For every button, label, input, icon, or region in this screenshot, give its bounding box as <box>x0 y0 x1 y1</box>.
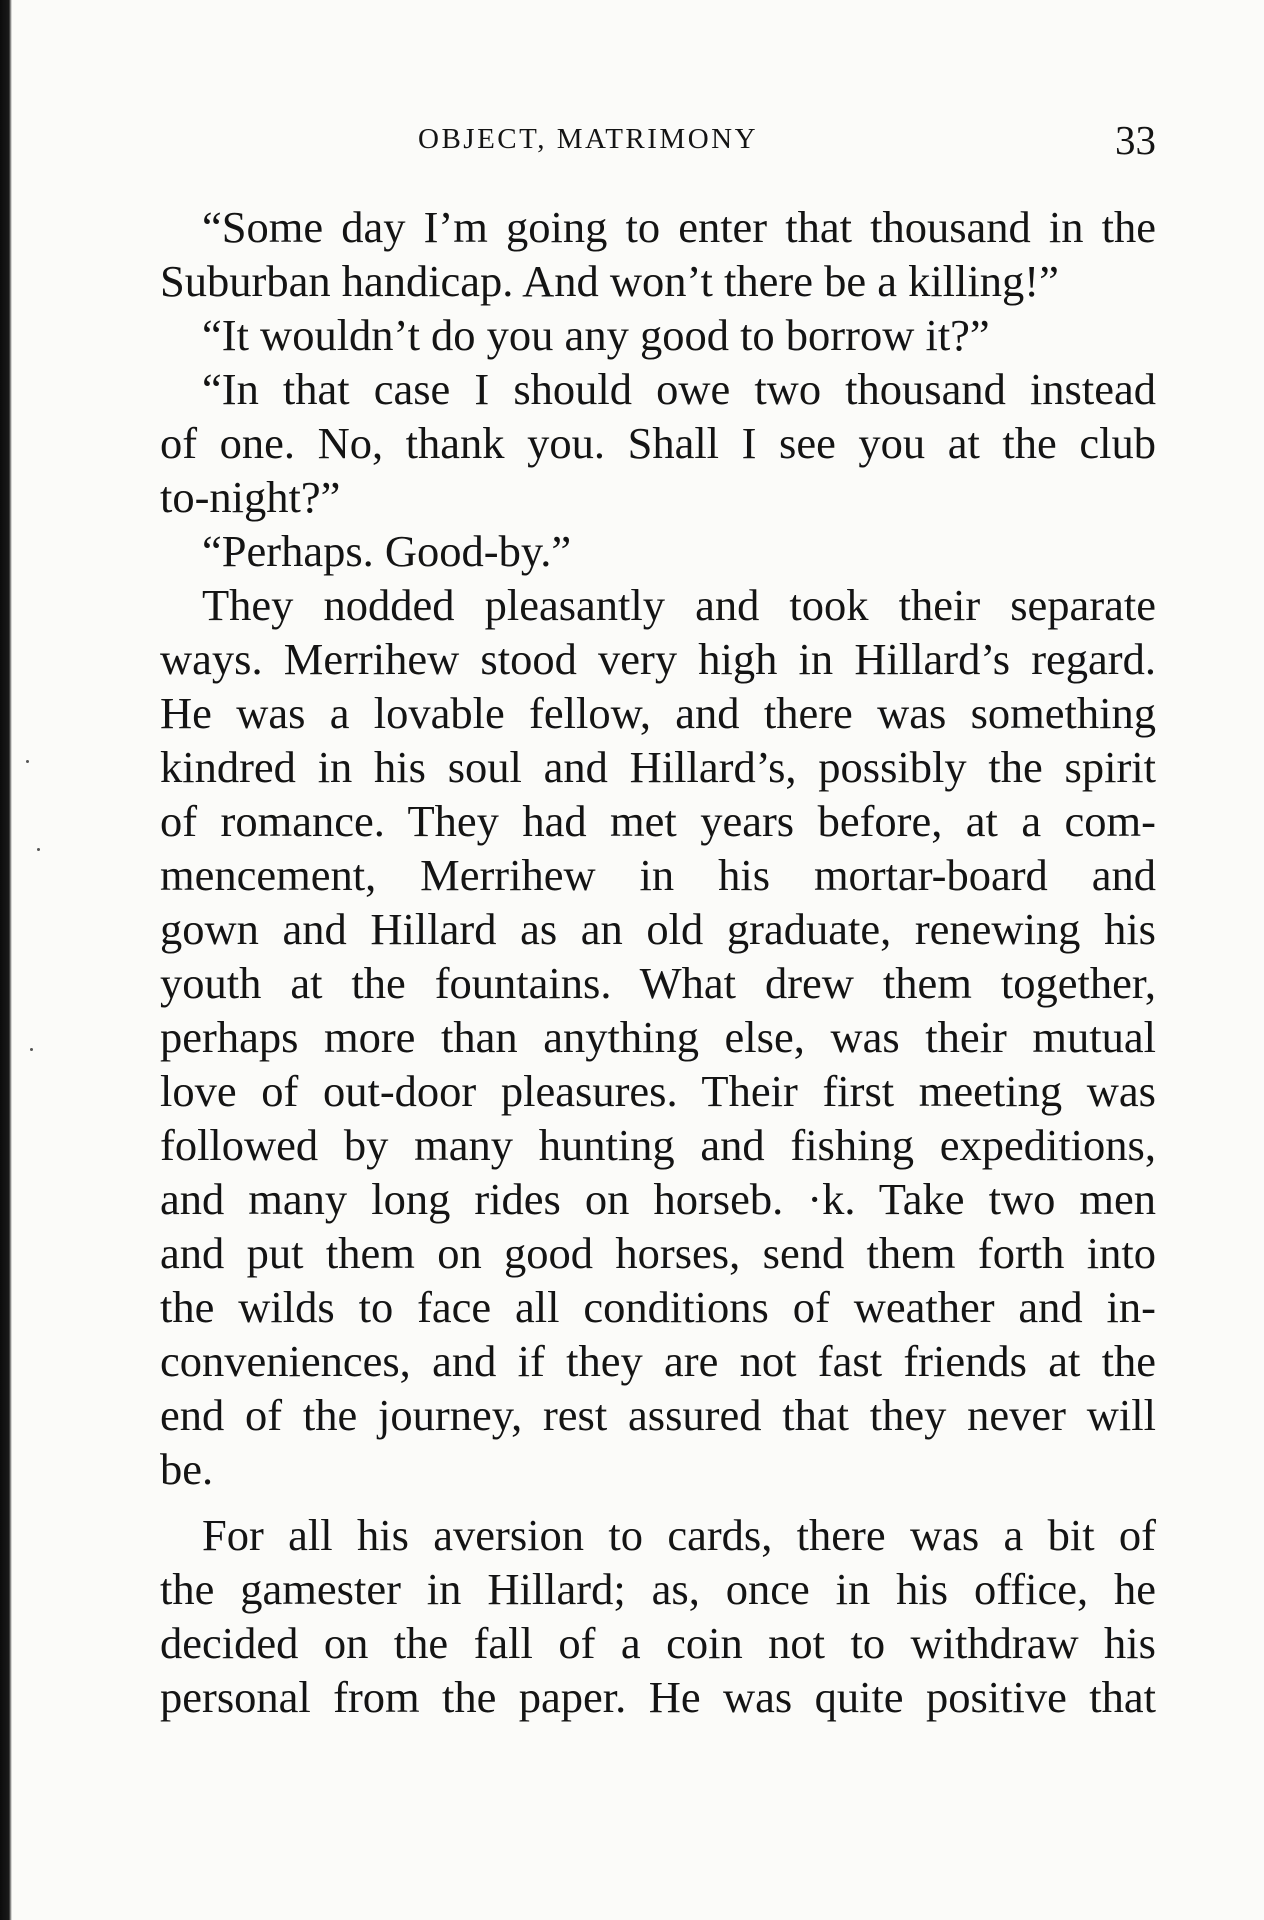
text-line: He was a lovable fellow, and there was something <box>160 688 1156 738</box>
running-title: OBJECT, MATRIMONY <box>418 123 759 155</box>
text-line: “It wouldn’t do you any good to borrow it?” <box>202 310 990 360</box>
text-line: the wilds to face all conditions of weather and in- <box>160 1282 1156 1332</box>
page-speck <box>26 760 29 763</box>
text-line: They nodded pleasantly and took their separate <box>202 580 1156 630</box>
text-line: gown and Hillard as an old graduate, renewing his <box>160 904 1156 954</box>
text-line: “In that case I should owe two thousand instead <box>202 364 1156 414</box>
text-line: “Perhaps. Good-by.” <box>202 526 572 576</box>
text-line: and many long rides on horseb. ·k. Take two men <box>160 1174 1156 1224</box>
text-line: and put them on good horses, send them forth into <box>160 1228 1156 1278</box>
text-line: Suburban handicap. And won’t there be a killing!” <box>160 256 1059 306</box>
text-line: followed by many hunting and fishing expeditions, <box>160 1120 1156 1170</box>
text-line: to-night?” <box>160 472 341 522</box>
body-text <box>160 200 1156 1724</box>
text-line: perhaps more than anything else, was their mutual <box>160 1012 1156 1062</box>
text-line: For all his aversion to cards, there was a bit of <box>202 1510 1156 1560</box>
text-line: mencement, Merrihew in his mortar-board and <box>160 850 1156 900</box>
page-header <box>160 112 1156 172</box>
text-line: be. <box>160 1444 214 1494</box>
text-line: the gamester in Hillard; as, once in his office, he <box>160 1564 1156 1614</box>
text-line: kindred in his soul and Hillard’s, possibly the spirit <box>160 742 1156 792</box>
text-line: “Some day I’m going to enter that thousand in the <box>202 202 1156 252</box>
text-line: decided on the fall of a coin not to withdraw his <box>160 1618 1156 1668</box>
text-line: end of the journey, rest assured that they never will <box>160 1390 1156 1440</box>
page-number: 33 <box>1115 117 1156 163</box>
text-line: of romance. They had met years before, at a com- <box>160 796 1156 846</box>
text-line: youth at the fountains. What drew them together, <box>160 958 1156 1008</box>
text-line: of one. No, thank you. Shall I see you at the club <box>160 418 1156 468</box>
page-left-edge-shadow <box>0 0 12 1920</box>
text-line: personal from the paper. He was quite positive that <box>160 1672 1156 1722</box>
text-line: love of out-door pleasures. Their first meeting was <box>160 1066 1156 1116</box>
page-speck <box>37 848 40 851</box>
page-speck <box>30 1048 33 1051</box>
text-line: conveniences, and if they are not fast friends at the <box>160 1336 1156 1386</box>
text-line: ways. Merrihew stood very high in Hillard’s regard. <box>160 634 1156 684</box>
